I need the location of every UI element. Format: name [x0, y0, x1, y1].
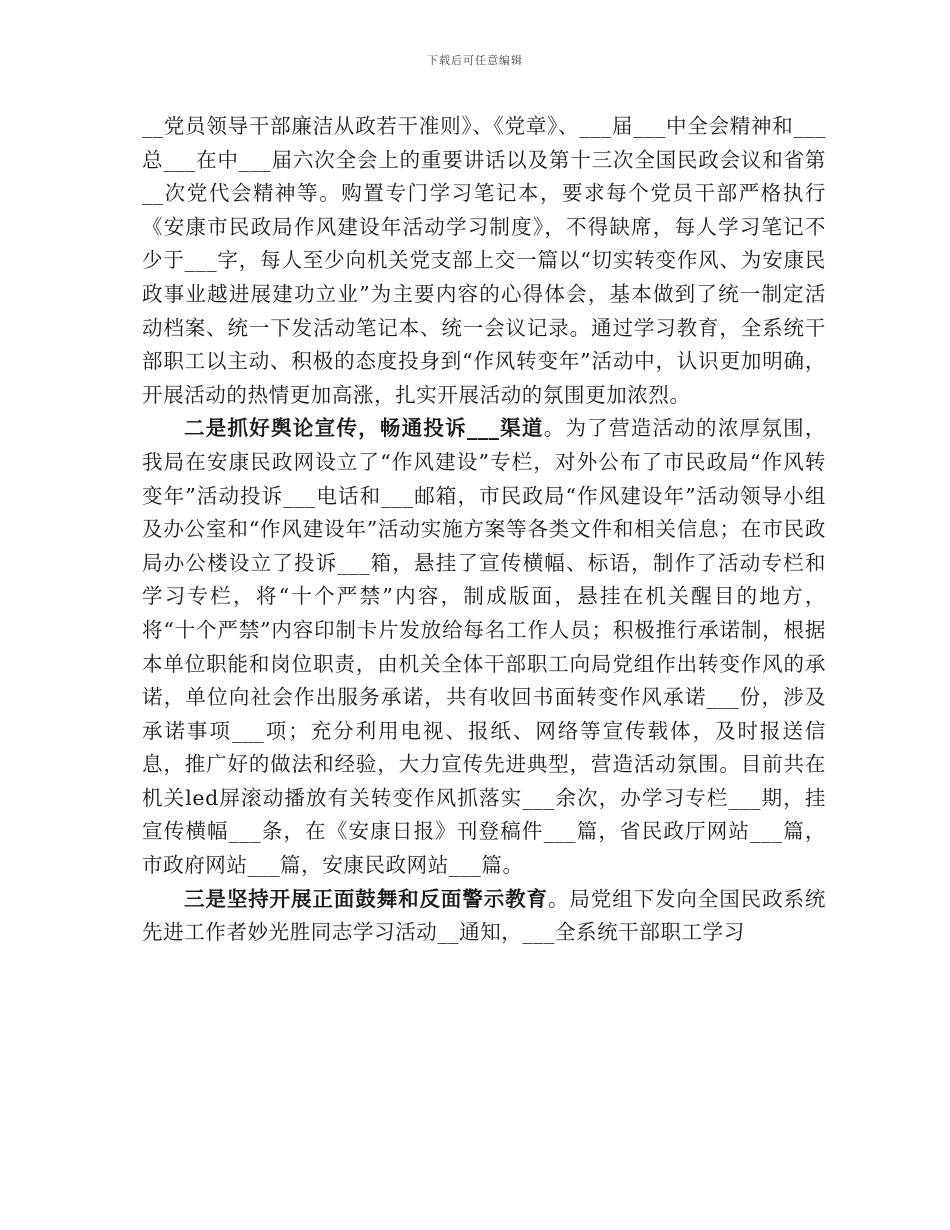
paragraph-2: [142, 412, 826, 882]
paragraph-3: [142, 883, 826, 950]
paragraph-2-text: 。为了营造活动的浓厚氛围，我局在安康民政网设立了“作风建设”专栏，对外公布了市民政局“作风转变年”活动投诉___电话和___邮箱，市民政局“作风建设年”活动领导小组及办公室和“作风建设年”活动实施方案等各类文件和相关信息；在市民政局办公楼设立了投诉___箱，悬挂了宣传横幅、标语，制作了活动专栏和学习专栏，将“十个严禁”内容，制成版面，悬挂在机关醒目的地方，将“十个严禁”内容印制卡片发放给每名工作人员；积极推行承诺制，根据本单位职能和岗位职责，由机关全体干部职工向局党组作出转变作风的承诺，单位向社会作出服务承诺，共有收回书面转变作风承诺___份，涉及承诺事项___项；充分利用电视、报纸、网络等宣传载体，及时报送信息，推广好的做法和经验，大力宣传先进典型，营造活动氛围。目前共在机关led屏滚动播放有关转变作风抓落实___余次，办学习专栏___期，挂宣传横幅___条，在《安康日报》刊登稿件___篇，省民政厅网站___篇，市政府网站___篇，安康民政网站___篇。: [142, 416, 826, 878]
paragraph-1: [142, 110, 826, 412]
paragraph-3-text: 。局党组下发向全国民政系统先进工作者妙光胜同志学习活动__通知，___全系统干部职工学习: [142, 886, 826, 945]
paragraph-1-text: __党员领导干部廉洁从政若干准则》、《党章》、___届___中全会精神和___总___在中___届六次全会上的重要讲话以及第十三次全国民政会议和省第__次党代会精神等。购置专门学习笔记本，要求每个党员干部严格执行《安康市民政局作风建设年活动学习制度》，不得缺席，每人学习笔记不少于___字，每人至少向机关党支部上交一篇以“切实转变作风、为安康民政事业越进展建功立业”为主要内容的心得体会，基本做到了统一制定活动档案、统一下发活动笔记本、统一会议记录。通过学习教育，全系统干部职工以主动、积极的态度投身到“作风转变年”活动中，认识更加明确，开展活动的热情更加高涨，扎实开展活动的氛围更加浓烈。: [142, 114, 826, 407]
page-header: 下载后可任意编辑: [427, 54, 523, 67]
document-body: [142, 110, 826, 950]
paragraph-3-lead: 三是坚持开展正面鼓舞和反面警示教育: [184, 886, 548, 911]
paragraph-2-lead: 二是抓好舆论宣传，畅通投诉___渠道: [184, 416, 544, 441]
